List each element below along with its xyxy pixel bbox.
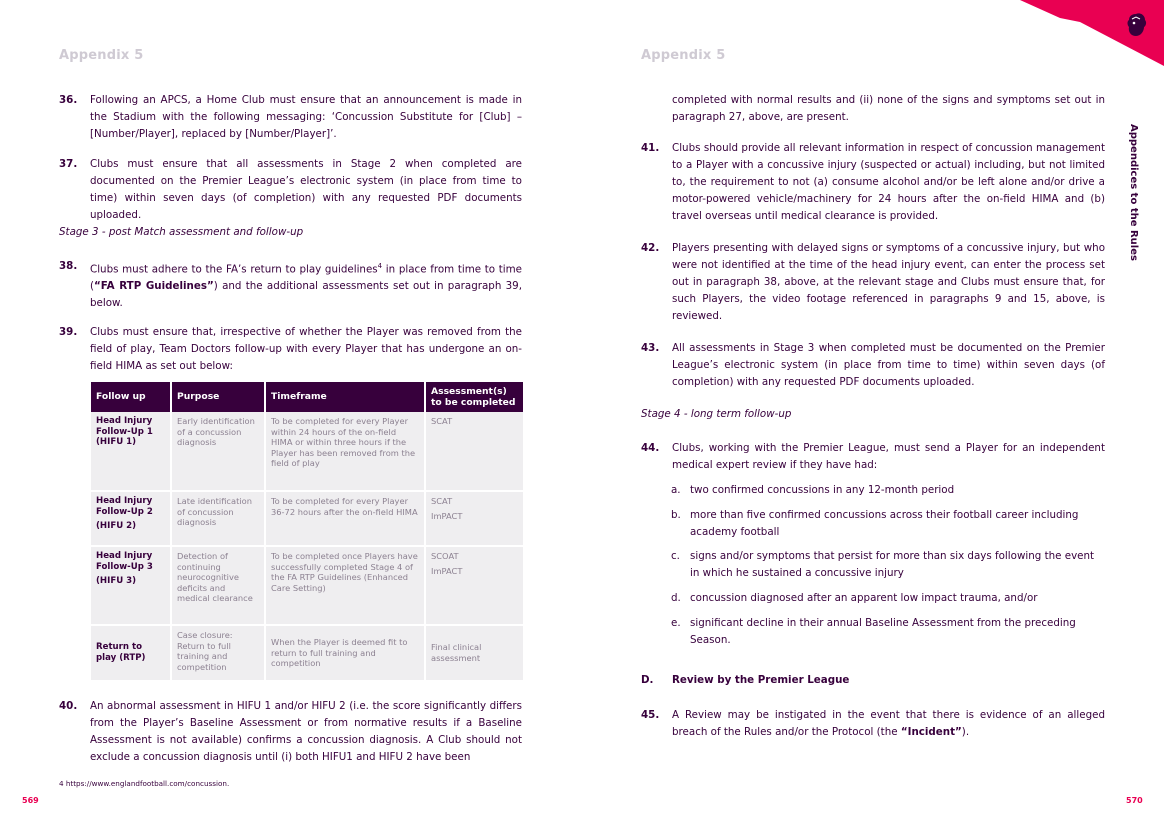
timeframe-cell: To be completed for every Player within 24 hours of the on-field HIMA or within three hours if the Player has been removed from the field of play <box>265 412 425 491</box>
follow-up-cell: Head Injury Follow-Up 1 (HIFU 1) <box>91 412 171 491</box>
paragraph-40-continued: completed with normal results and (ii) none of the signs and symptoms set out in paragraph 27, above, are present. <box>672 94 1105 123</box>
paragraph-41 <box>641 140 1105 225</box>
timeframe-cell: When the Player is deemed fit to return to full training and competition <box>265 625 425 681</box>
paragraph-text: Following an APCS, a Home Club must ensure that an announcement is made in the Stadium with the following messaging: ‘Concussion Substitute for [Club] – [Number/Player], replaced by [Number/Player]’. <box>90 94 522 140</box>
paragraph-number: 43. <box>641 342 660 354</box>
paragraph-number: 41. <box>641 142 660 154</box>
paragraph-number: 40. <box>59 700 78 712</box>
paragraph-text-c: ) and the additional assessments set out in paragraph 39, below. <box>90 280 522 310</box>
paragraph-text: Clubs must ensure that all assessments in Stage 2 when completed are documented on the Premier League’s electronic system (in place from time to time) within seven days (of completion) with any requested PDF documents uploaded. <box>90 158 522 221</box>
pink-ribbon-shape <box>1020 0 1164 66</box>
follow-up-cell: Head Injury Follow-Up 2 (HIFU 2) <box>91 491 171 546</box>
assessment-cell: SCAT <box>425 412 523 491</box>
side-tab <box>1113 124 1153 261</box>
paragraph-44 <box>641 440 1105 474</box>
fa-rtp-guidelines-term: “FA RTP Guidelines” <box>94 280 214 293</box>
paragraph-number: 38. <box>59 260 78 272</box>
list-item: b. more than five confirmed concussions across their football career including academy football <box>671 509 1079 538</box>
side-tab-label: Appendices to the Rules <box>1128 124 1139 261</box>
table-row <box>91 412 523 491</box>
list-item: c. signs and/or symptoms that persist for more than six days following the event in which he sustained a concussive injury <box>671 550 1095 579</box>
stage-4-heading: Stage 4 - long term follow-up <box>641 408 792 420</box>
list-item: e. significant decline in their annual Baseline Assessment from the preceding Season. <box>671 617 1076 646</box>
appendix-header-left: Appendix 5 <box>59 48 144 63</box>
follow-up-cell: Return to play (RTP) <box>91 625 171 681</box>
purpose-cell: Detection of continuing neurocognitive deficits and medical clearance <box>171 546 265 625</box>
list-item: d. concussion diagnosed after an apparent low impact trauma, and/or <box>671 592 1038 604</box>
appendix-header-right: Appendix 5 <box>641 48 726 63</box>
timeframe-cell: To be completed once Players have successfully completed Stage 4 of the FA RTP Guidelines (Enhanced Care Setting) <box>265 546 425 625</box>
page-number-right: 570 <box>1126 796 1143 805</box>
paragraph-text: All assessments in Stage 3 when completed must be documented on the Premier League’s electronic system (in place from time to time) within seven days (of completion) with any requested PDF documents uploaded. <box>672 342 1105 388</box>
paragraph-43 <box>641 340 1105 391</box>
timeframe-cell: To be completed for every Player 36-72 hours after the on-field HIMA <box>265 491 425 546</box>
paragraph-text: Clubs, working with the Premier League, must send a Player for an independent medical expert review if they have had: <box>672 442 1105 471</box>
paragraph-text: Clubs should provide all relevant information in respect of concussion management to a Player with a concussive injury (suspected or actual) including, but not limited to, the requirement to not (a) consume alcohol and/or be left alone and/or drive a motor-powered vehicle/machinery for 24 hours after the on-field HIMA and (b) travel overseas until medical clearance is provided. <box>672 142 1105 222</box>
section-d-heading: D. Review by the Premier League <box>641 674 850 686</box>
paragraph-number: 36. <box>59 94 78 106</box>
follow-up-cell: Head Injury Follow-Up 3 (HIFU 3) <box>91 546 171 625</box>
paragraph-36 <box>59 92 522 143</box>
paragraph-38 <box>59 258 523 312</box>
footnote-ref: 4 <box>377 262 383 270</box>
purpose-cell: Early identification of a concussion diagnosis <box>171 412 265 491</box>
page-number-left: 569 <box>22 796 39 805</box>
paragraph-text: Players presenting with delayed signs or symptoms of a concussive injury, but who were not identified at the time of the head injury event, can enter the process set out in paragraph 38, above, at the relevant stage and Clubs must ensure that, for such Players, the video footage referenced in paragraphs 9 and 15, above, is reviewed. <box>672 242 1105 322</box>
incident-term: “Incident” <box>900 726 962 738</box>
table-header: Timeframe <box>265 382 425 412</box>
paragraph-42 <box>641 240 1105 325</box>
corner-ribbon <box>1020 0 1164 70</box>
paragraph-number: 44. <box>641 442 660 454</box>
table-header: Assessment(s) to be completed <box>425 382 523 412</box>
assessment-cell: SCOAT ImPACT <box>425 546 523 625</box>
table-row <box>91 491 523 546</box>
table-header: Follow up <box>91 382 171 412</box>
right-page <box>582 0 1164 826</box>
paragraph-37 <box>59 156 522 224</box>
table-header: Purpose <box>171 382 265 412</box>
paragraph-number: 37. <box>59 158 78 170</box>
paragraph-text-a: Clubs must adhere to the FA’s return to play guidelines <box>90 263 378 276</box>
follow-up-table <box>91 382 523 682</box>
paragraph-text-b: in place from time to time ( <box>90 263 523 293</box>
paragraph-45: 45. A Review may be instigated in the event that there is evidence of an alleged breach of the Rules and/or the Protocol (the “Incident”). <box>641 709 1105 738</box>
assessment-cell: Final clinical assessment <box>425 625 523 681</box>
purpose-cell: Late identification of concussion diagnosis <box>171 491 265 546</box>
assessment-cell: SCAT ImPACT <box>425 491 523 546</box>
paragraph-number: 42. <box>641 242 660 254</box>
table-row <box>91 546 523 625</box>
table-row <box>91 625 523 681</box>
paragraph-text: An abnormal assessment in HIFU 1 and/or HIFU 2 (i.e. the score significantly differs from the Player’s Baseline Assessment or from normative results if a Baseline Assessment is not available) confirms a concussion diagnosis. A Club should not exclude a concussion diagnosis until (i) both HIFU1 and HIFU 2 have been <box>90 700 522 763</box>
stage-3-heading: Stage 3 - post Match assessment and follow-up <box>59 226 304 238</box>
footnote: 4 https://www.englandfootball.com/concussion. <box>59 779 230 788</box>
paragraph-39 <box>59 324 522 375</box>
purpose-cell: Case closure: Return to full training and competition <box>171 625 265 681</box>
paragraph-text: Clubs must ensure that, irrespective of whether the Player was removed from the field of play, Team Doctors follow-up with every Player that has undergone an on-field HIMA as set out below: <box>90 326 522 372</box>
paragraph-40 <box>59 698 522 766</box>
paragraph-number: 45. <box>641 709 660 721</box>
paragraph-number: 39. <box>59 326 78 338</box>
list-item: a. two confirmed concussions in any 12-month period <box>671 484 955 496</box>
